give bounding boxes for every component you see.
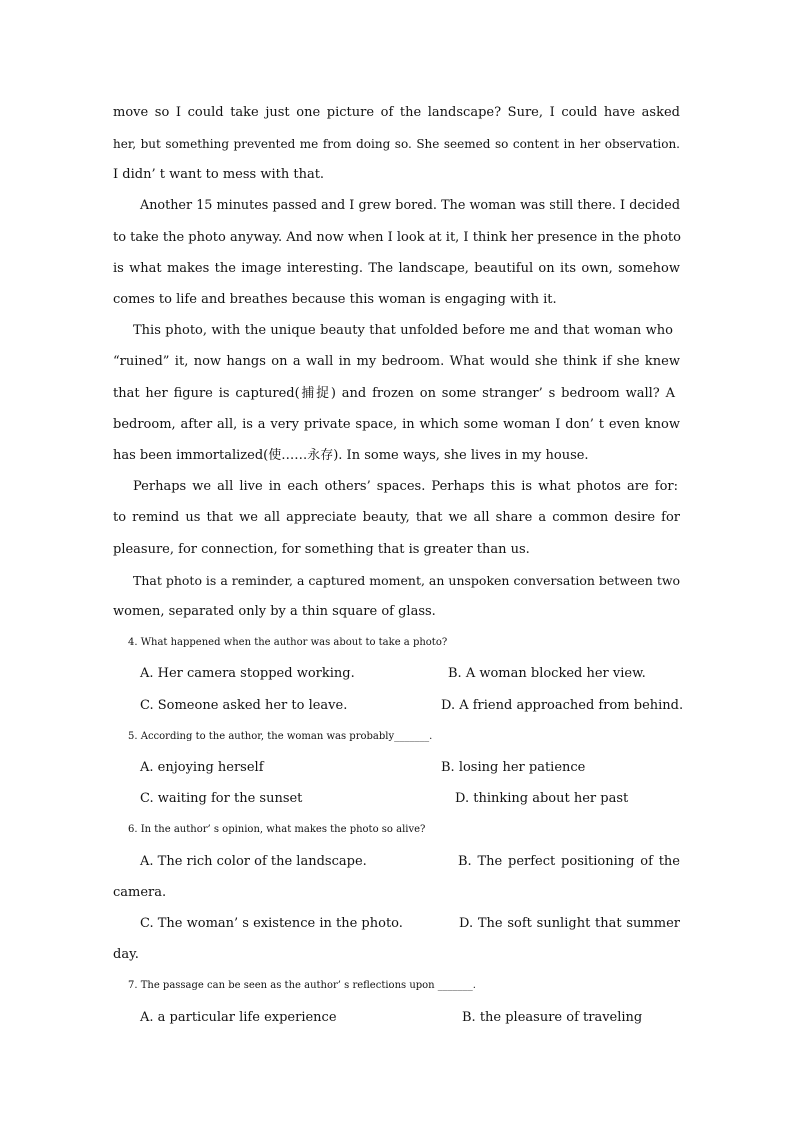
option-b: B. the pleasure of traveling xyxy=(462,1010,643,1025)
option-d: D. The soft sunlight that summer xyxy=(459,916,680,931)
option-b: B. A woman blocked her view. xyxy=(448,666,646,681)
option-a: A. enjoying herself xyxy=(140,760,264,775)
passage-line: Perhaps we all live in each others’ spaces. Perhaps this is what photos are for: xyxy=(133,479,678,494)
option-b-continued: camera. xyxy=(113,885,167,900)
passage-line: women, separated only by a thin square of glass. xyxy=(113,604,436,619)
option-d: D. thinking about her past xyxy=(455,791,629,806)
option-c: C. The woman’ s existence in the photo. xyxy=(140,916,403,931)
option-d: D. A friend approached from behind. xyxy=(441,698,684,713)
passage-line: that her figure is captured(捕捉) and frozen on some stranger’ s bedroom wall? A xyxy=(113,386,675,401)
passage-line: I didn’ t want to mess with that. xyxy=(113,167,325,182)
option-b: B. The perfect positioning of the xyxy=(458,854,680,869)
passage-line: That photo is a reminder, a captured moment, an unspoken conversation between two xyxy=(133,573,681,588)
passage-line: This photo, with the unique beauty that unfolded before me and that woman who xyxy=(133,323,673,338)
question-stem: 6. In the author’ s opinion, what makes the photo so alive? xyxy=(128,824,426,835)
passage-line: to take the photo anyway. And now when I look at it, I think her presence in the photo xyxy=(113,230,681,245)
passage-line: to remind us that we all appreciate beauty, that we all share a common desire for xyxy=(113,510,680,525)
passage-line: comes to life and breathes because this woman is engaging with it. xyxy=(113,292,557,307)
passage-line: is what makes the image interesting. The landscape, beautiful on its own, somehow xyxy=(113,261,680,276)
option-c: C. Someone asked her to leave. xyxy=(140,698,348,713)
option-a: A. a particular life experience xyxy=(140,1010,337,1025)
passage-line: has been immortalized(使……永存). In some ways, she lives in my house. xyxy=(113,448,589,463)
passage-line: pleasure, for connection, for something that is greater than us. xyxy=(113,542,530,557)
passage-line: bedroom, after all, is a very private space, in which some woman I don’ t even know xyxy=(113,417,680,432)
question-stem: 4. What happened when the author was about to take a photo? xyxy=(128,637,448,648)
option-b: B. losing her patience xyxy=(441,760,586,775)
option-c: C. waiting for the sunset xyxy=(140,791,303,806)
passage-line: move so I could take just one picture of the landscape? Sure, I could have asked xyxy=(113,105,680,120)
question-stem: 5. According to the author, the woman was probably_______. xyxy=(128,731,433,742)
option-a: A. The rich color of the landscape. xyxy=(140,854,367,869)
passage-line: “ruined” it, now hangs on a wall in my bedroom. What would she think if she knew xyxy=(113,354,680,369)
passage-line: her, but something prevented me from doing so. She seemed so content in her observation. xyxy=(113,137,680,151)
passage-line: Another 15 minutes passed and I grew bored. The woman was still there. I decided xyxy=(140,198,680,213)
option-d-continued: day. xyxy=(113,947,139,962)
option-a: A. Her camera stopped working. xyxy=(140,666,355,681)
question-stem: 7. The passage can be seen as the author’ s reflections upon _______. xyxy=(128,980,476,991)
